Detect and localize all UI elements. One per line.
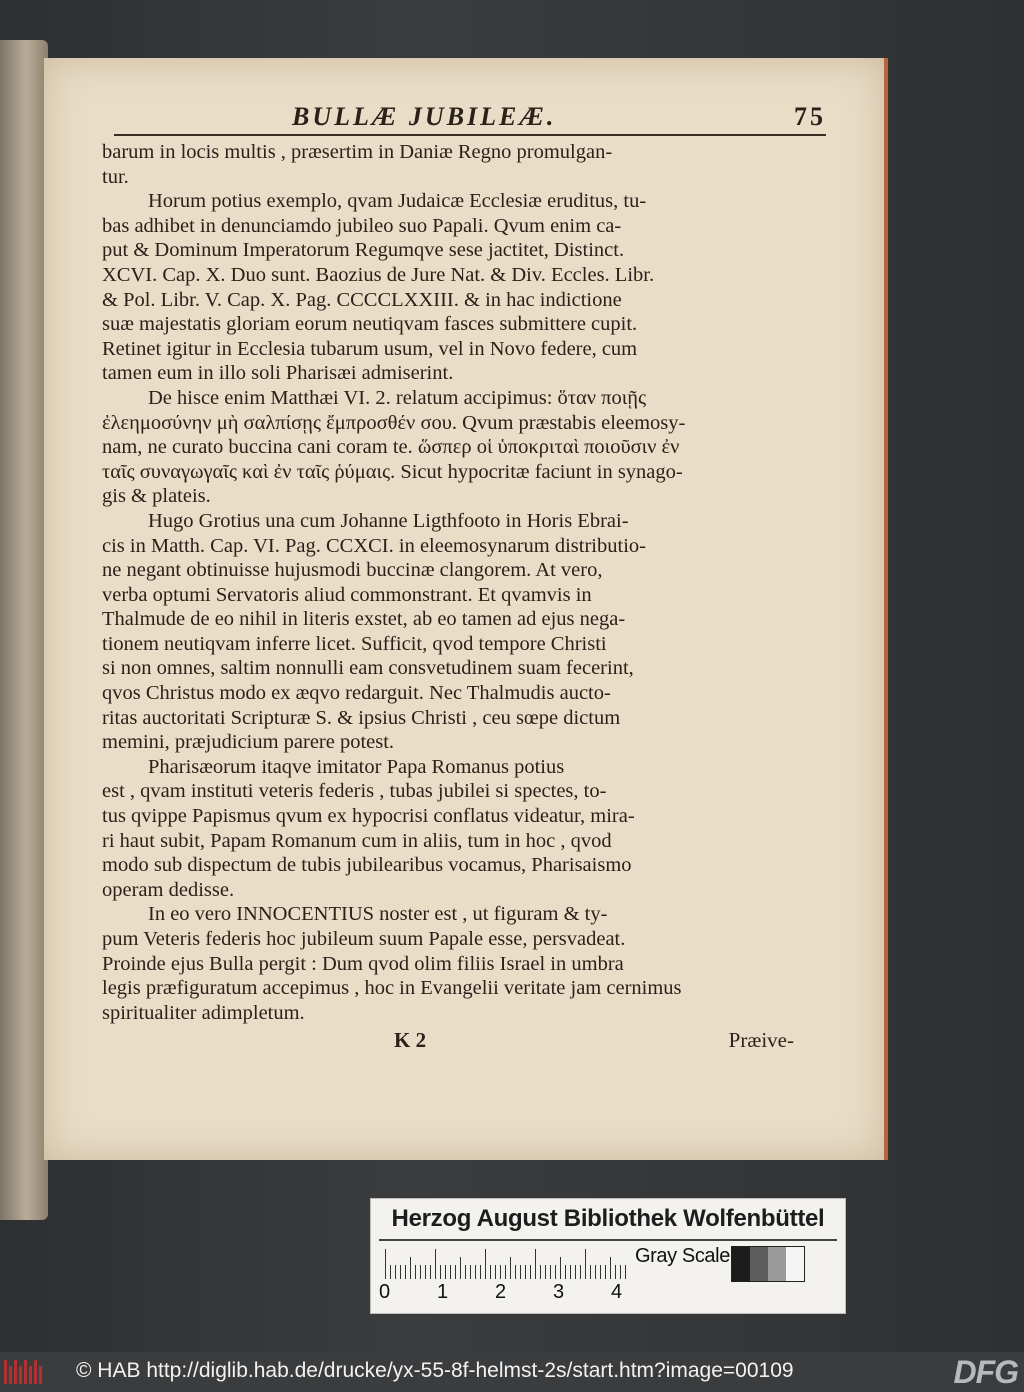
ruler-tick: [455, 1265, 456, 1279]
text-line: memini, præjudicium parere potest.: [102, 731, 395, 754]
ruler-tick: [585, 1249, 586, 1279]
running-head-title: BULLÆ JUBILEÆ.: [292, 102, 557, 131]
text-line: nam, ne curato buccina cani coram te. ὥσπερ οἱ ὑποκριταὶ ποιοῦσιν ἐν: [102, 436, 680, 459]
ruler-tick: [575, 1265, 576, 1279]
text-line: legis præfiguratum accepimus , hoc in Evangelii veritate jam cernimus: [102, 977, 682, 1000]
ruler-tick: [385, 1249, 386, 1279]
text-line: pum Veteris federis hoc jubileum suum Papale esse, persvadeat.: [102, 928, 626, 950]
text-line: tamen eum in illo soli Pharisæi admiserint.: [102, 362, 454, 385]
ruler-tick: [415, 1265, 416, 1279]
ruler-tick: [390, 1265, 391, 1279]
logo-bar: [14, 1360, 17, 1384]
dfg-logo: DFG: [953, 1354, 1018, 1390]
text-line: Horum potius exemplo, qvam Judaicæ Ecclesiæ eruditus, tu-: [148, 190, 647, 213]
library-name: Herzog August Bibliothek Wolfenbüttel: [391, 1205, 825, 1232]
ruler-tick: [445, 1265, 446, 1279]
ruler-tick: [560, 1257, 561, 1279]
ruler-tick: [555, 1265, 556, 1279]
text-line: De hisce enim Matthæi VI. 2. relatum accipimus: ὅταν ποιῇς: [148, 386, 647, 409]
ruler-tick: [510, 1257, 511, 1279]
book-page: [44, 58, 888, 1160]
ruler-tick: [535, 1249, 536, 1279]
ruler-tick: [450, 1265, 451, 1279]
ruler-tick: [480, 1265, 481, 1279]
ruler-tick: [490, 1265, 491, 1279]
logo-bar: [4, 1360, 7, 1384]
logo-bar: [24, 1360, 27, 1384]
ruler-tick: [400, 1265, 401, 1279]
text-line: bas adhibet in denunciamdo jubileo suo Papali. Qvum enim ca-: [102, 214, 622, 237]
copyright-link[interactable]: © HAB http://diglib.hab.de/drucke/yx-55-8f-helmst-2s/start.htm?image=00109: [76, 1359, 794, 1382]
text-line: XCVI. Cap. X. Duo sunt. Baozius de Jure Nat. & Div. Eccles. Libr.: [102, 263, 655, 286]
gray-swatch: [786, 1247, 804, 1281]
text-line: est , qvam instituti veteris federis , tubas jubilei si spectes, to-: [102, 780, 607, 803]
ruler-tick: [600, 1265, 601, 1279]
ruler-tick: [465, 1265, 466, 1279]
ruler-tick: [545, 1265, 546, 1279]
text-line: ri haut subit, Papam Romanum cum in aliis, tum in hoc , qvod: [102, 829, 612, 852]
ruler-tick: [620, 1265, 621, 1279]
ruler-tick: [525, 1265, 526, 1279]
signature-mark: K 2: [394, 1028, 427, 1052]
text-line: ritas auctoritati Scripturæ S. & ipsius Christi , ceu sœpe dictum: [102, 706, 621, 729]
ruler-tick: [590, 1265, 591, 1279]
ruler-tick: [440, 1265, 441, 1279]
ruler-tick: [405, 1265, 406, 1279]
scale-number: 0: [379, 1281, 391, 1303]
text-line: tus qvippe Papismus qvum ex hypocrisi conflatus videatur, mira-: [102, 805, 635, 828]
text-line: suæ majestatis gloriam eorum neutiqvam fasces submittere cupit.: [102, 313, 638, 336]
logo-bar: [19, 1366, 22, 1384]
gray-scale-label: Gray Scale: [635, 1245, 730, 1267]
ruler-tick: [430, 1265, 431, 1279]
scale-ruler: [385, 1245, 635, 1279]
text-line: & Pol. Libr. V. Cap. X. Pag. CCCCLXXIII. & in hac indictione: [102, 288, 622, 311]
ruler-tick: [520, 1265, 521, 1279]
ruler-tick: [470, 1265, 471, 1279]
ruler-tick: [500, 1265, 501, 1279]
ruler-tick: [425, 1265, 426, 1279]
text-line: ne negant obtinuisse hujusmodi buccinæ clangorem. At vero,: [102, 559, 603, 582]
ruler-tick: [565, 1265, 566, 1279]
text-line: gis & plateis.: [102, 485, 211, 508]
hab-logo-icon: [4, 1360, 48, 1384]
previous-page-edge: [0, 40, 48, 1220]
text-line: barum in locis multis , præsertim in Daniæ Regno promulgan-: [102, 141, 613, 163]
ruler-tick: [540, 1265, 541, 1279]
ruler-tick: [550, 1265, 551, 1279]
ruler-tick: [495, 1265, 496, 1279]
text-line: In eo vero INNOCENTIUS noster est , ut figuram & ty-: [148, 903, 608, 926]
scale-number: 3: [553, 1281, 565, 1303]
text-line: Hugo Grotius una cum Johanne Ligthfooto in Horis Ebrai-: [148, 509, 629, 532]
gray-swatch: [768, 1247, 786, 1281]
ruler-tick: [485, 1249, 486, 1279]
scale-number: 4: [611, 1281, 623, 1303]
text-line: cis in Matth. Cap. VI. Pag. CCXCI. in eleemosynarum distributio-: [102, 534, 646, 557]
page-number: 75: [794, 102, 826, 131]
text-line: put & Dominum Imperatorum Regumqve sese jactitet, Distinct.: [102, 239, 625, 262]
scale-numbers: [379, 1281, 639, 1305]
running-head: [114, 102, 826, 138]
text-line: tionem neutiqvam inferre licet. Sufficit, qvod tempore Christi: [102, 632, 607, 655]
library-color-card: [370, 1198, 846, 1314]
page-text: [102, 140, 794, 1025]
ruler-tick: [395, 1265, 396, 1279]
text-line: verba optumi Servatoris aliud commonstrant. Et qvamvis in: [102, 583, 592, 606]
text-line: ταῖς συναγωγαῖς καὶ ἐν ταῖς ῥύμαις. Sicut hypocritæ faciunt in synago-: [102, 460, 683, 483]
ruler-tick: [460, 1257, 461, 1279]
text-line: Pharisæorum itaqve imitator Papa Romanus potius: [148, 755, 565, 778]
card-rule: [379, 1239, 837, 1241]
text-line: spiritualiter adimpletum.: [102, 1001, 305, 1024]
ruler-tick: [530, 1265, 531, 1279]
logo-bar: [29, 1366, 32, 1384]
ruler-tick: [615, 1265, 616, 1279]
scale-number: 2: [495, 1281, 507, 1303]
ruler-tick: [580, 1265, 581, 1279]
text-line: Retinet igitur in Ecclesia tubarum usum, vel in Novo federe, cum: [102, 337, 638, 360]
text-line: si non omnes, saltim nonnulli eam consvetudinem suam fecerint,: [102, 657, 634, 680]
gray-swatch: [750, 1247, 768, 1281]
logo-bar: [39, 1366, 42, 1384]
ruler-tick: [595, 1265, 596, 1279]
text-line: modo sub dispectum de tubis jubilearibus vocamus, Pharisaismo: [102, 854, 632, 877]
ruler-tick: [605, 1265, 606, 1279]
ruler-tick: [625, 1265, 626, 1279]
viewer-footer: [0, 1352, 1024, 1392]
ruler-tick: [420, 1265, 421, 1279]
catchword: Præive-: [728, 1028, 794, 1052]
gray-swatch: [732, 1247, 750, 1281]
text-line: Proinde ejus Bulla pergit : Dum qvod olim filiis Israel in umbra: [102, 952, 624, 975]
scale-number: 1: [437, 1281, 449, 1303]
logo-bar: [9, 1366, 12, 1384]
text-line: operam dedisse.: [102, 878, 235, 901]
text-line: tur.: [102, 165, 129, 188]
header-rule: [114, 134, 826, 136]
ruler-tick: [475, 1265, 476, 1279]
ruler-tick: [570, 1265, 571, 1279]
text-line: qvos Christus modo ex æqvo redarguit. Nec Thalmudis aucto-: [102, 682, 611, 705]
ruler-tick: [505, 1265, 506, 1279]
gray-scale-swatches: [731, 1246, 805, 1282]
logo-bar: [34, 1360, 37, 1384]
page-footer: [102, 1028, 794, 1054]
text-line: Thalmude de eo nihil in literis exstet, ab eo tamen ad ejus nega-: [102, 608, 626, 631]
ruler-tick: [515, 1265, 516, 1279]
ruler-tick: [610, 1257, 611, 1279]
ruler-tick: [410, 1257, 411, 1279]
ruler-tick: [435, 1249, 436, 1279]
text-line: ἐλεημοσύνην μὴ σαλπίσῃς ἔμπροσθέν σου. Qvum præstabis eleemosy-: [102, 411, 686, 434]
